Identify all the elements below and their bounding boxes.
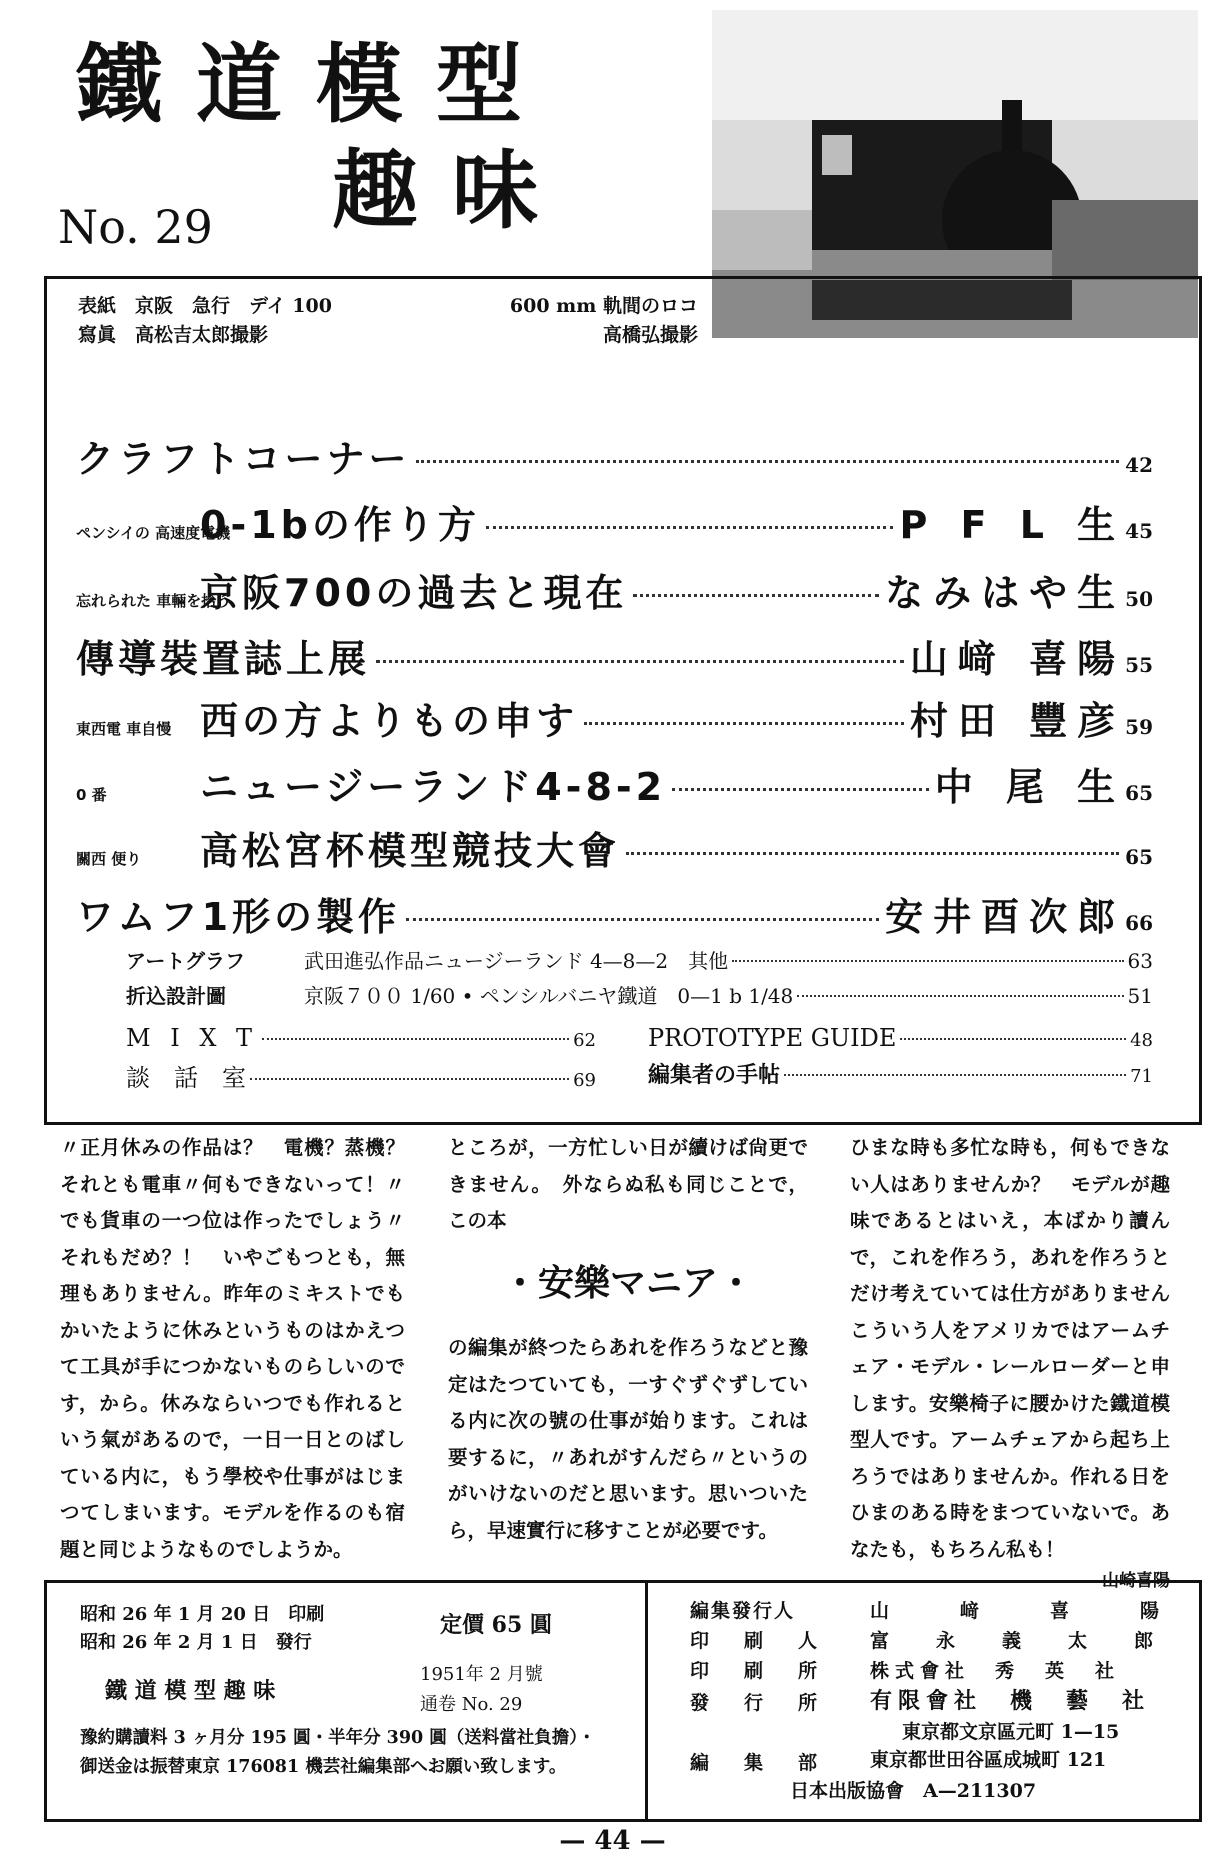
essay-column-2 — [448, 1130, 808, 1549]
leader-dots — [250, 1078, 569, 1080]
toc-title: 高松宮杯模型競技大會 — [200, 829, 621, 873]
print-shop-label: 印 刷 所 — [690, 1660, 826, 1682]
price: 定價 65 圓 — [440, 1612, 552, 1638]
cover-credit-line1: 表紙 京阪 急行 デイ 100 — [78, 295, 332, 317]
issuer-address: 東京都文京區元町 1—15 — [902, 1721, 1120, 1743]
toc-page: 45 — [1125, 519, 1153, 543]
serial-number: 通卷 No. 29 — [420, 1694, 523, 1715]
essay-column-3 — [850, 1130, 1170, 1594]
print-shop-value: 株式會社 秀 英 社 — [870, 1660, 1121, 1682]
cover-credit-right — [500, 292, 698, 350]
printer-label: 印 刷 人 — [690, 1630, 826, 1652]
foldout-row — [126, 980, 1153, 1009]
toc-page: 66 — [1125, 911, 1153, 935]
toc-page: 42 — [1125, 453, 1153, 477]
subscription-info: 豫約購讀料 3 ヶ月分 195 圓・半年分 390 圓（送料當社負擔）・御送金は振替東京 176081 機芸社編集部へお願い致します。 — [80, 1728, 596, 1777]
issue-date: 昭和 26 年 2 月 1 日 發行 — [80, 1632, 312, 1653]
toc-author: P F L 生 — [899, 503, 1126, 547]
danwa-row — [126, 1058, 596, 1093]
essay-text: ひまな時も多忙な時も，何もできない人はありませんか？ モデルが趣味であるとはいえ，本ばかり讀んで，これを作ろう，あれを作ろうとだけ考えていては仕方がありませんこういう人をアメリカではアームチェア・モデル・レールローダーと申します。安樂椅子に腰かけた鐵道模型人です。アームチェアから起ち上ろうではありませんか。作れる日をひまのある時をまつていないで。あなたも，もちろん私も！ — [850, 1136, 1170, 1561]
leader-dots — [416, 460, 1119, 463]
toc-title: 傳導裝置誌上展 — [76, 637, 371, 681]
toc-author: 山﨑 喜陽 — [909, 637, 1126, 681]
publisher-value: 山 﨑 喜 陽 — [870, 1600, 1186, 1622]
art-graph-row — [126, 945, 1153, 974]
danwa-label: 談 話 室 — [126, 1064, 246, 1092]
toc-tag: 0 番 — [76, 786, 107, 804]
leader-dots — [672, 788, 929, 791]
leader-dots — [584, 722, 904, 725]
danwa-page: 69 — [573, 1070, 596, 1091]
publisher-label: 編集發行人 — [690, 1600, 796, 1622]
toc-entry — [76, 494, 1153, 549]
mixt-row — [126, 1024, 596, 1052]
photo-credit-line2: 高橋弘撮影 — [602, 324, 698, 346]
toc-entry — [76, 628, 1153, 683]
issue-month: 1951年 2 月號 — [420, 1664, 543, 1685]
magazine-title-line2: 趣味 — [332, 141, 572, 241]
toc-page: 59 — [1125, 715, 1153, 739]
toc-title: クラフトコーナー — [76, 437, 411, 481]
art-graph-label: アートグラフ — [126, 949, 245, 973]
editor-notes-label: 編集者の手帖 — [648, 1062, 781, 1088]
leader-dots — [633, 594, 879, 597]
essay-column-1 — [60, 1130, 405, 1568]
toc-page: 55 — [1125, 653, 1153, 677]
essay-text: ところが，一方忙しい日が續けば尙更できません。 外ならぬ私も同じことで，この本 — [448, 1136, 808, 1232]
toc-tag: 東西電 車自慢 — [76, 720, 172, 738]
essay-title: ・安樂マニア・ — [501, 1262, 754, 1304]
toc-page: 50 — [1125, 587, 1153, 611]
toc-entry — [76, 756, 1153, 811]
leader-dots — [732, 960, 1123, 962]
toc-entry — [76, 562, 1153, 617]
mixt-page: 62 — [573, 1030, 596, 1051]
leader-dots — [900, 1038, 1126, 1040]
issue-number: No. 29 — [58, 200, 213, 254]
toc-page: 65 — [1125, 845, 1153, 869]
toc-author: 安井酉次郎 — [885, 895, 1126, 939]
issuer-label: 發 行 所 — [690, 1692, 826, 1714]
page-number: — 44 — — [559, 1826, 666, 1856]
colophon-magazine-name: 鐵 道 模 型 趣 味 — [105, 1678, 276, 1704]
print-date: 昭和 26 年 1 月 20 日 印刷 — [80, 1604, 325, 1625]
leader-dots — [262, 1038, 569, 1040]
leader-dots — [797, 995, 1123, 997]
essay-text: 〃正月休みの作品は？ 電機？蒸機？それとも電車〃何もできないって！〃でも貨車の一つ位は作ったでしょう〃それもだめ？！ いやごもつとも，無理もありません。昨年のミキストでもかいたように休みというものはかえつて工具が手につかないものらしいのです，から。休みならいつでも作れるという氣があるので，一日一日とのばしている内に，もう學校や仕事がはじまつてしまいます。モデルを作るのも宿題と同じようなものでしようか。 — [60, 1136, 405, 1561]
toc-author: 村田 豐彦 — [909, 699, 1126, 743]
toc-title: 西の方よりもの申す — [200, 699, 579, 743]
leader-dots — [406, 918, 879, 921]
leader-dots — [626, 852, 1119, 855]
leader-dots — [486, 526, 894, 529]
toc-entry — [76, 820, 1153, 875]
toc-page: 65 — [1125, 781, 1153, 805]
mixt-label: M I X T — [126, 1024, 259, 1052]
art-graph-text: 武田進弘作品ニュージーランド 4—8—2 其他 — [304, 949, 729, 973]
toc-entry — [76, 690, 1153, 745]
leader-dots — [376, 660, 904, 663]
prototype-page: 48 — [1130, 1030, 1153, 1051]
prototype-label: PROTOTYPE GUIDE — [648, 1024, 897, 1052]
editor-notes-row — [648, 1058, 1153, 1089]
foldout-text: 京阪７００ 1/60 • ペンシルバニヤ鐵道 0—1 b 1/48 — [304, 984, 794, 1008]
publishing-association: 日本出版協會 A—211307 — [790, 1780, 1037, 1802]
toc-author: なみはや生 — [885, 571, 1126, 615]
leader-dots — [784, 1074, 1126, 1076]
essay-text: の編集が終つたらあれを作ろうなどと豫定はたつていても，一すぐずぐずしている内に次の號の仕事が始ります。これは要するに，〃あれがすんだら〃というのがいけないのだと思います。思いついたら，早速實行に移すことが必要です。 — [448, 1336, 808, 1542]
toc-entry — [76, 886, 1153, 941]
toc-title: 0-1bの作り方 — [200, 503, 480, 547]
toc-title: ニュージーランド4-8-2 — [200, 765, 667, 809]
toc-entry — [76, 428, 1153, 483]
foldout-page: 51 — [1127, 984, 1153, 1008]
prototype-row — [648, 1024, 1153, 1052]
toc-tag: 關西 便り — [76, 850, 142, 868]
editorial-address: 東京都世田谷區成城町 121 — [870, 1749, 1107, 1771]
editor-notes-page: 71 — [1130, 1066, 1153, 1087]
toc-title: ワムフ1形の製作 — [76, 895, 401, 939]
cover-credit-left — [78, 292, 332, 350]
magazine-title-line1: 鐵道模型 — [76, 35, 556, 135]
toc-author: 中 尾 生 — [934, 765, 1126, 809]
toc-tag: ペンシイの 高速度電機 — [76, 524, 231, 542]
issuer-value: 有限會社 機 藝 社 — [870, 1688, 1151, 1714]
art-graph-page: 63 — [1127, 949, 1153, 973]
editorial-label: 編 集 部 — [690, 1752, 826, 1774]
essay-signature: 山崎喜陽 — [1102, 1571, 1170, 1591]
toc-tag: 忘れられた 車輛を拾う — [76, 592, 232, 610]
printer-value: 富 永 義 太 郎 — [870, 1630, 1168, 1652]
foldout-label: 折込設計圖 — [126, 984, 226, 1008]
photo-credit-line1: 600 mm 軌間のロコ — [509, 295, 698, 317]
colophon-divider — [645, 1580, 648, 1819]
cover-credit-line2: 寫眞 高松吉太郎撮影 — [78, 324, 269, 346]
toc-title: 京阪700の過去と現在 — [200, 571, 628, 615]
